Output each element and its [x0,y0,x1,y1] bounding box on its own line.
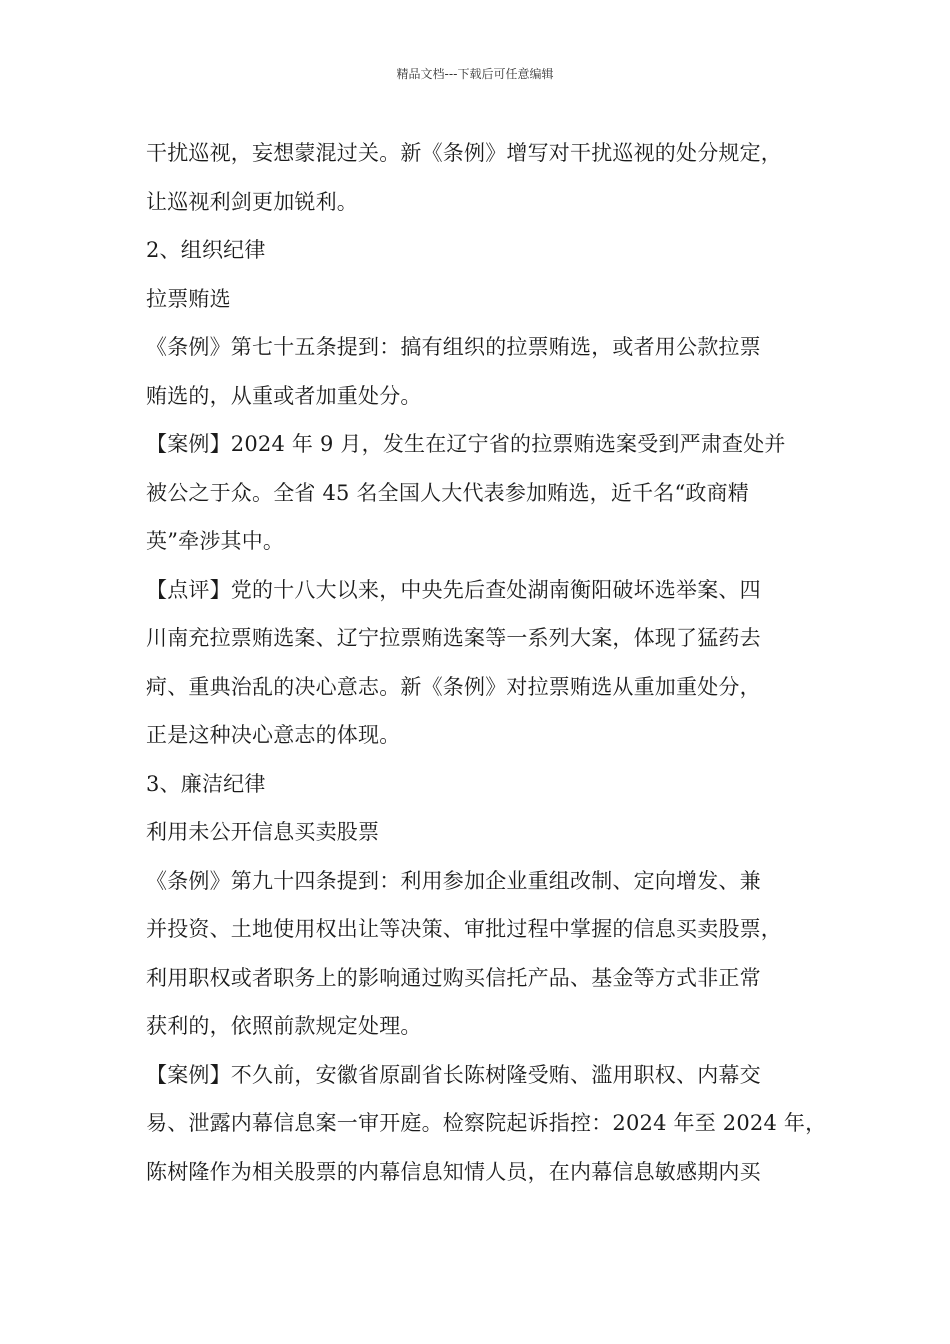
text-line: 【案例】2024 年 9 月，发生在辽宁省的拉票贿选案受到严肃查处并 [146,432,786,456]
text-line: 《条例》第七十五条提到：搞有组织的拉票贿选，或者用公款拉票 [146,335,761,359]
text-line: 英”牵涉其中。 [146,529,285,553]
text-line: 正是这种决心意志的体现。 [146,723,401,747]
section-heading: 3、廉洁纪律 [146,771,266,796]
section-heading: 2、组织纪律 [146,238,266,262]
text-line: 川南充拉票贿选案、辽宁拉票贿选案等一系列大案，体现了猛药去 [146,626,761,650]
text-line: 【案例】不久前，安徽省原副省长陈树隆受贿、滥用职权、内幕交 [146,1062,761,1087]
subsection-heading: 利用未公开信息买卖股票 [146,820,380,844]
text-line: 并投资、土地使用权出让等决策、审批过程中掌握的信息买卖股票， [146,917,782,941]
text-line: 陈树隆作为相关股票的内幕信息知情人员，在内幕信息敏感期内买 [146,1159,761,1184]
text-line: 《条例》第九十四条提到：利用参加企业重组改制、定向增发、兼 [146,868,761,893]
document-body [146,129,826,1196]
text-line: 获利的，依照前款规定处理。 [146,1014,422,1038]
subsection-heading: 拉票贿选 [146,286,231,311]
text-line: 被公之于众。全省 45 名全国人大代表参加贿选，近千名“政商精 [146,480,750,505]
text-line: 让巡视利剑更加锐利。 [146,189,358,214]
text-line: 干扰巡视，妄想蒙混过关。新《条例》增写对干扰巡视的处分规定， [146,141,782,165]
text-line: 贿选的，从重或者加重处分。 [146,383,422,408]
text-line: 疴、重典治乱的决心意志。新《条例》对拉票贿选从重加重处分， [146,674,761,699]
text-line: 易、泄露内幕信息案一审开庭。检察院起诉指控：2024 年至 2024 年， [146,1111,827,1135]
text-line: 利用职权或者职务上的影响通过购买信托产品、基金等方式非正常 [146,965,761,990]
text-line: 【点评】党的十八大以来，中央先后查处湖南衡阳破坏选举案、四 [146,577,761,602]
page-header: 精品文档---下载后可任意编辑 [396,67,554,81]
